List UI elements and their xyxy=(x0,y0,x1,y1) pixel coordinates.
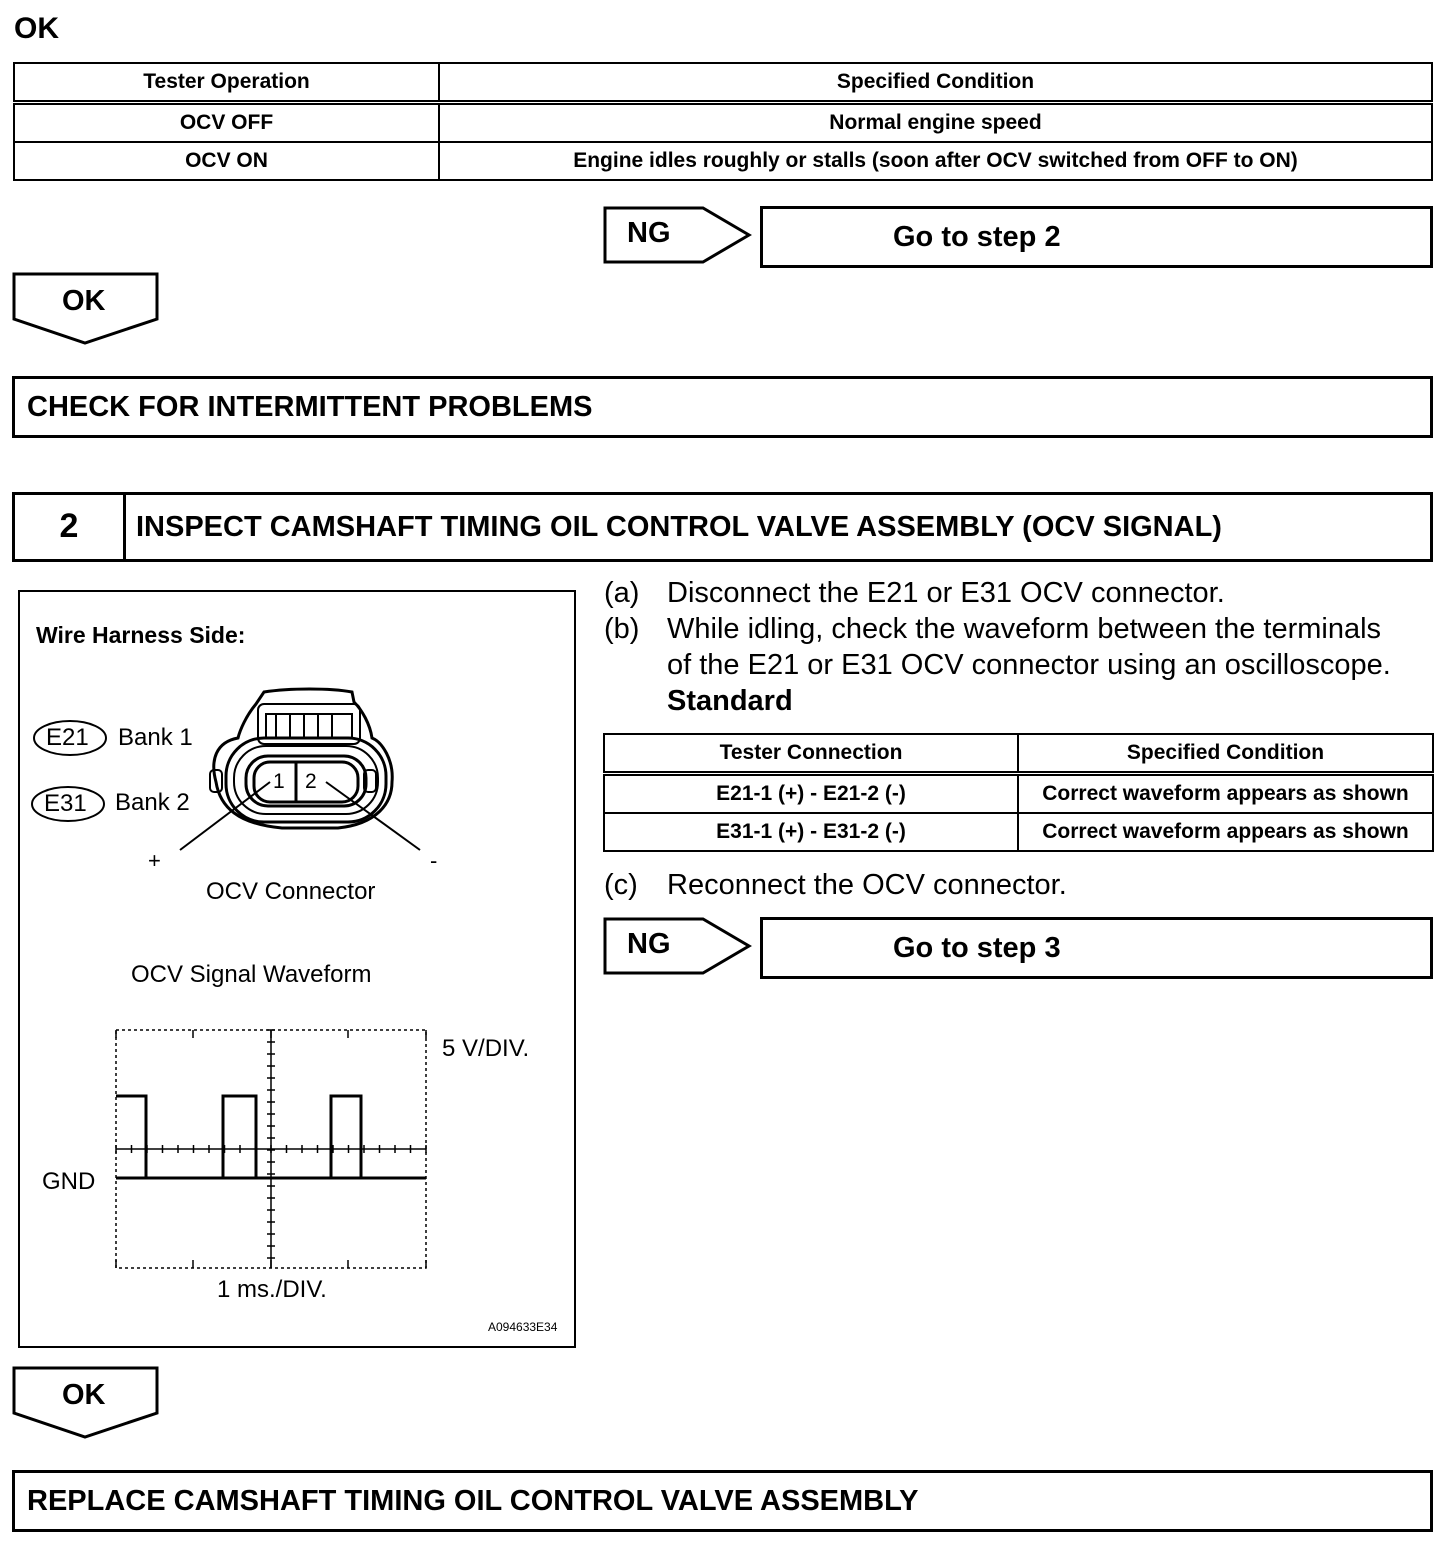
table-cell: OCV ON xyxy=(14,142,439,180)
ok-arrow xyxy=(12,272,160,346)
result-text: CHECK FOR INTERMITTENT PROBLEMS xyxy=(27,391,593,423)
ok-label: OK xyxy=(62,1379,106,1411)
e21-label: E21 xyxy=(46,724,89,751)
tester-operation-table xyxy=(13,62,1433,181)
table-header-row xyxy=(14,63,1432,103)
step-a-text: Disconnect the E21 or E31 OCV connector. xyxy=(667,577,1225,609)
figure-frame xyxy=(18,590,576,1348)
standard-heading: Standard xyxy=(667,685,793,717)
column-header: Specified Condition xyxy=(1018,734,1433,774)
negative-terminal-label: - xyxy=(430,848,438,873)
volt-div-label: 5 V/DIV. xyxy=(442,1035,530,1062)
result-box xyxy=(12,376,1433,438)
column-header: Tester Connection xyxy=(604,734,1018,774)
step-number: 2 xyxy=(59,507,79,545)
go-to-step-2-button[interactable] xyxy=(760,206,1433,268)
ok-arrow xyxy=(12,1366,160,1440)
section-label-ok: OK xyxy=(14,12,59,45)
step-b-label: (b) xyxy=(604,613,640,645)
column-header: Specified Condition xyxy=(439,63,1432,103)
ng-arrow-icon xyxy=(603,917,753,975)
result-text: REPLACE CAMSHAFT TIMING OIL CONTROL VALVE ASSEMBLY xyxy=(27,1485,919,1517)
table-row xyxy=(604,813,1433,851)
oscilloscope-grid xyxy=(116,1030,426,1268)
step-b-line2: of the E21 or E31 OCV connector using an oscilloscope. xyxy=(667,649,1391,681)
ng-label: NG xyxy=(627,217,671,249)
result-box xyxy=(12,1470,1433,1532)
table-cell: Correct waveform appears as shown xyxy=(1018,774,1433,814)
gnd-label: GND xyxy=(42,1168,96,1195)
pin1-leader-line xyxy=(180,782,270,850)
table-cell: Normal engine speed xyxy=(439,103,1432,143)
step-divider xyxy=(123,495,126,559)
table-cell: E31-1 (+) - E31-2 (-) xyxy=(604,813,1018,851)
pin2-label: 2 xyxy=(305,770,317,793)
step-header xyxy=(12,492,1433,562)
ng-label: NG xyxy=(627,928,671,960)
column-header: Tester Operation xyxy=(14,63,439,103)
waveform-title: OCV Signal Waveform xyxy=(131,961,372,988)
step-b-line1: While idling, check the waveform between the terminals xyxy=(667,613,1382,645)
table-cell: Engine idles roughly or stalls (soon after OCV switched from OFF to ON) xyxy=(439,142,1432,180)
step-title: INSPECT CAMSHAFT TIMING OIL CONTROL VALVE ASSEMBLY (OCV SIGNAL) xyxy=(136,511,1222,543)
ng-arrow xyxy=(603,206,753,264)
step-c-label: (c) xyxy=(604,869,638,901)
table-cell: OCV OFF xyxy=(14,103,439,143)
bank2-label: Bank 2 xyxy=(115,789,190,816)
positive-terminal-label: + xyxy=(148,848,161,873)
go-to-step-label: Go to step 2 xyxy=(893,221,1061,253)
table-cell: E21-1 (+) - E21-2 (-) xyxy=(604,774,1018,814)
table-row xyxy=(14,103,1432,143)
table-row xyxy=(604,774,1433,814)
step-c-text: Reconnect the OCV connector. xyxy=(667,869,1067,901)
step-a-label: (a) xyxy=(604,577,640,609)
bank1-label: Bank 1 xyxy=(118,724,193,751)
go-to-step-label: Go to step 3 xyxy=(893,932,1061,964)
table-header-row xyxy=(604,734,1433,774)
e31-label: E31 xyxy=(44,790,87,817)
pin1-label: 1 xyxy=(273,770,285,793)
table-row xyxy=(14,142,1432,180)
ng-arrow xyxy=(603,917,753,975)
time-div-label: 1 ms./DIV. xyxy=(217,1276,327,1303)
tester-connection-table xyxy=(603,733,1434,852)
ok-label: OK xyxy=(62,285,106,317)
connector-caption: OCV Connector xyxy=(206,878,376,905)
figure-code: A094633E34 xyxy=(488,1320,558,1334)
table-cell: Correct waveform appears as shown xyxy=(1018,813,1433,851)
go-to-step-3-button[interactable] xyxy=(760,917,1433,979)
ng-arrow-icon xyxy=(603,206,753,264)
wire-harness-label: Wire Harness Side: xyxy=(36,622,246,648)
